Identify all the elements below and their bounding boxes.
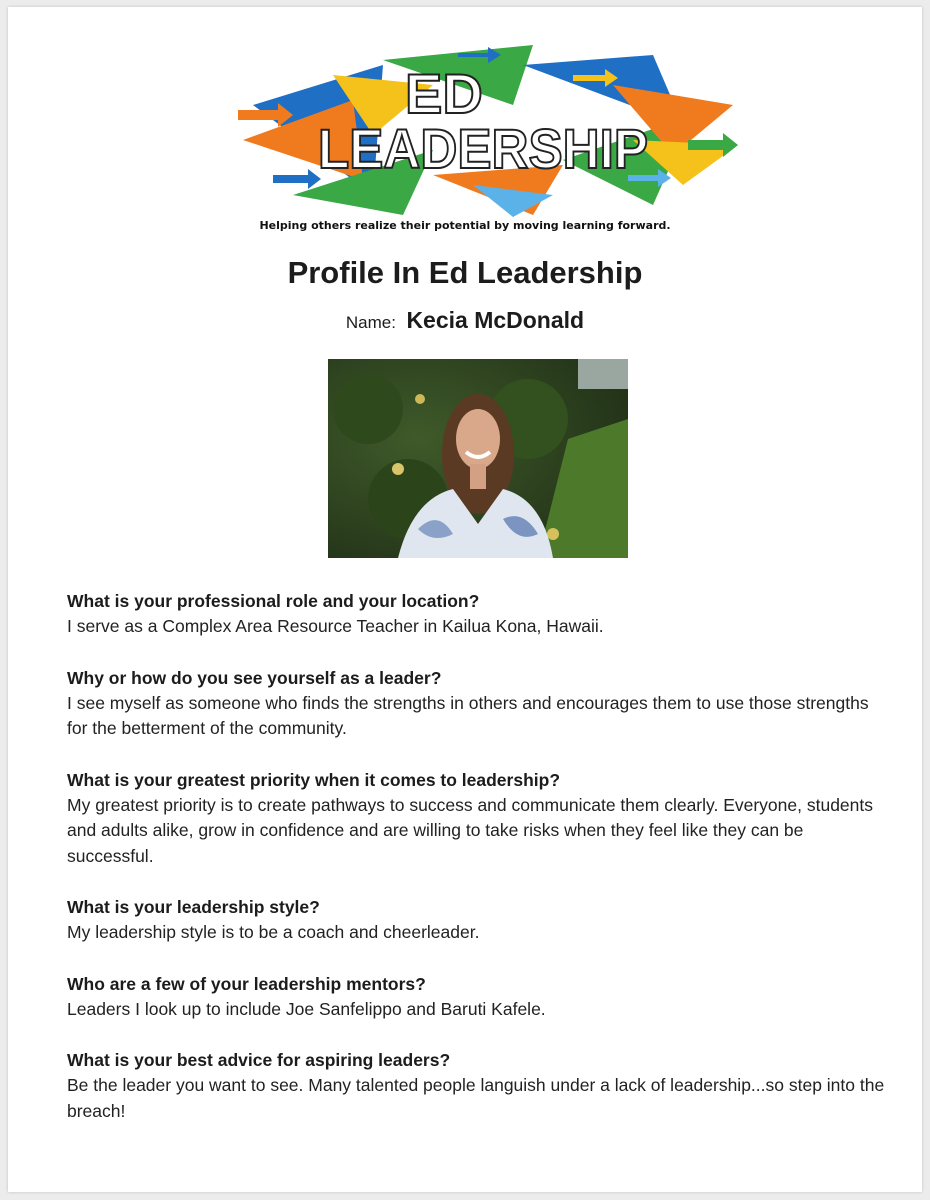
question: Why or how do you see yourself as a leader? <box>67 667 442 688</box>
page-title: Profile In Ed Leadership <box>287 255 643 290</box>
qa-item <box>67 665 887 742</box>
svg-text:LEADERSHIP: LEADERSHIP <box>318 117 648 180</box>
question: Who are a few of your leadership mentors? <box>67 973 426 994</box>
qa-list <box>67 588 887 1149</box>
qa-item <box>67 767 887 870</box>
qa-item <box>67 1047 887 1124</box>
question: What is your professional role and your location? <box>67 591 480 611</box>
qa-item <box>67 588 887 640</box>
answer: Leaders I look up to include Joe Sanfelippo and Baruti Kafele. <box>67 998 546 1019</box>
svg-text:ED: ED <box>405 62 483 125</box>
answer: My greatest priority is to create pathways to success and communicate them clearly. Everyone, students and adults alike, grow in confidence and are willing to take risks when they feel like they can be successful. <box>67 794 873 866</box>
qa-item <box>67 971 887 1023</box>
name-value: Kecia McDonald <box>406 307 585 333</box>
qa-item <box>67 894 887 946</box>
answer: Be the leader you want to see. Many talented people languish under a lack of leadership...so step into the breach! <box>67 1075 885 1121</box>
question: What is your best advice for aspiring leaders? <box>67 1050 451 1070</box>
question: What is your leadership style? <box>67 897 320 917</box>
logo-tagline: Helping others realize their potential by moving learning forward. <box>259 219 671 232</box>
name-line <box>8 307 922 334</box>
answer: I see myself as someone who finds the strengths in others and encourages them to use those strengths for the betterment of the community. <box>67 692 869 738</box>
answer: My leadership style is to be a coach and cheerleader. <box>67 922 480 942</box>
profile-page <box>8 7 922 1192</box>
profile-photo <box>328 359 628 558</box>
name-label: Name: <box>345 313 396 332</box>
answer: I serve as a Complex Area Resource Teacher in Kailua Kona, Hawaii. <box>67 616 604 636</box>
question: What is your greatest priority when it comes to leadership? <box>67 769 561 790</box>
ed-leadership-logo <box>233 45 753 245</box>
